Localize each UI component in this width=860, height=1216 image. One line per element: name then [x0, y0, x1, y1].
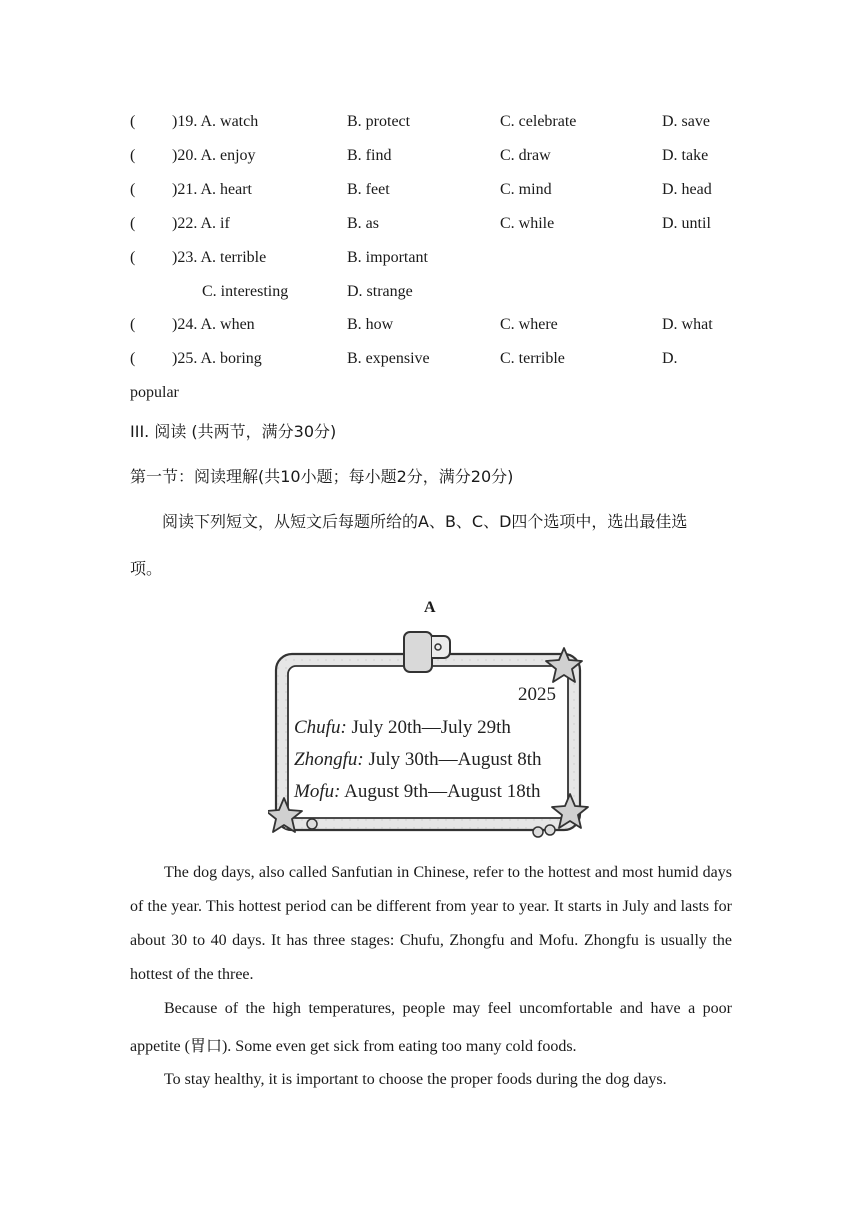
- option-a: A. terrible: [200, 249, 267, 266]
- option-a: A. heart: [200, 181, 252, 198]
- option-a: A. enjoy: [200, 147, 256, 164]
- answer-bracket: (: [130, 350, 136, 367]
- instruction-text-continued: 项。: [130, 559, 163, 578]
- option-a: A. when: [200, 316, 255, 333]
- calendar-dates: July 20th—July 29th: [351, 717, 511, 738]
- option-b: B. protect: [347, 113, 411, 130]
- passage-label: A: [424, 599, 436, 616]
- calendar-year: 2025: [518, 684, 556, 705]
- option-a: A. if: [200, 215, 230, 232]
- option-d: D. strange: [347, 283, 413, 300]
- option-b: B. find: [347, 147, 392, 164]
- instruction-text: 阅读下列短文，从短文后每题所给的A、B、C、D四个选项中，选出最佳选: [162, 512, 688, 531]
- calendar-term: Zhongfu:: [294, 749, 364, 770]
- calendar-dates: August 9th—August 18th: [344, 781, 541, 802]
- option-c: C. mind: [500, 181, 552, 198]
- option-b: B. how: [347, 316, 394, 333]
- option-c: C. interesting: [202, 283, 289, 300]
- question-21: )21. A. heart: [172, 181, 252, 198]
- calendar-term: Chufu:: [294, 717, 347, 738]
- answer-bracket: (: [130, 147, 136, 164]
- question-number: 19: [177, 113, 194, 130]
- calendar-row-zhongfu: [294, 749, 542, 770]
- option-c: C. where: [500, 316, 558, 333]
- option-c: C. celebrate: [500, 113, 577, 130]
- answer-bracket: (: [130, 113, 136, 130]
- calendar-row-mofu: [293, 781, 541, 802]
- option-c: C. while: [500, 215, 555, 232]
- question-number: 23: [177, 249, 194, 266]
- passage-paragraph-2: Because of the high temperatures, people may feel uncomfortable and have a poor appetite (胃口). Some even get sick from eating too many cold foods.: [130, 1000, 732, 1055]
- question-20: )20. A. enjoy: [172, 147, 256, 164]
- answer-bracket: (: [130, 249, 136, 266]
- dog-days-calendar-figure: [268, 626, 594, 842]
- passage-paragraph-3: To stay healthy, it is important to choose the proper foods during the dog days.: [164, 1071, 667, 1088]
- calendar-term: Mofu:: [294, 781, 341, 802]
- calendar-row-chufu: [294, 717, 511, 738]
- question-number: 21: [177, 181, 194, 198]
- option-b: B. expensive: [347, 350, 430, 367]
- question-number: 24: [177, 316, 194, 333]
- option-d-wrap: popular: [130, 384, 179, 401]
- option-d: D. take: [662, 147, 709, 164]
- question-19: )19. A. watch: [172, 113, 259, 130]
- answer-bracket: (: [130, 215, 136, 232]
- option-a: A. boring: [200, 350, 262, 367]
- subsection-title: 第一节：阅读理解(共10小题；每小题2分，满分20分): [130, 467, 514, 486]
- option-d: D. save: [662, 113, 710, 130]
- question-number: 22: [177, 215, 194, 232]
- option-b: B. important: [347, 249, 428, 266]
- calendar-board-illustration: [268, 626, 594, 842]
- question-number: 20: [177, 147, 194, 164]
- option-b: B. feet: [347, 181, 390, 198]
- option-d: D.: [662, 350, 678, 367]
- answer-bracket: (: [130, 316, 136, 333]
- option-a: A. watch: [200, 113, 259, 130]
- answer-bracket: (: [130, 181, 136, 198]
- question-22: )22. A. if: [172, 215, 230, 232]
- question-25: )25. A. boring: [172, 350, 262, 367]
- option-c: C. draw: [500, 147, 551, 164]
- calendar-dates: July 30th—August 8th: [368, 749, 542, 770]
- option-d: D. head: [662, 181, 712, 198]
- question-24: )24. A. when: [172, 316, 255, 333]
- option-d: D. until: [662, 215, 711, 232]
- option-d: D. what: [662, 316, 713, 333]
- section-title: III. 阅读 (共两节，满分30分): [130, 422, 337, 441]
- option-b: B. as: [347, 215, 379, 232]
- question-number: 25: [177, 350, 194, 367]
- question-23: )23. A. terrible: [172, 249, 267, 266]
- option-c: C. terrible: [500, 350, 565, 367]
- passage-paragraph-1: The dog days, also called Sanfutian in Chinese, refer to the hottest and most humid days of the year. This hottest period can be different from year to year. It starts in July and lasts for about 30 to 40 days. It has three stages: Chufu, Zhongfu and Mofu. Zhongfu is usually the hottest of the three.: [130, 864, 732, 983]
